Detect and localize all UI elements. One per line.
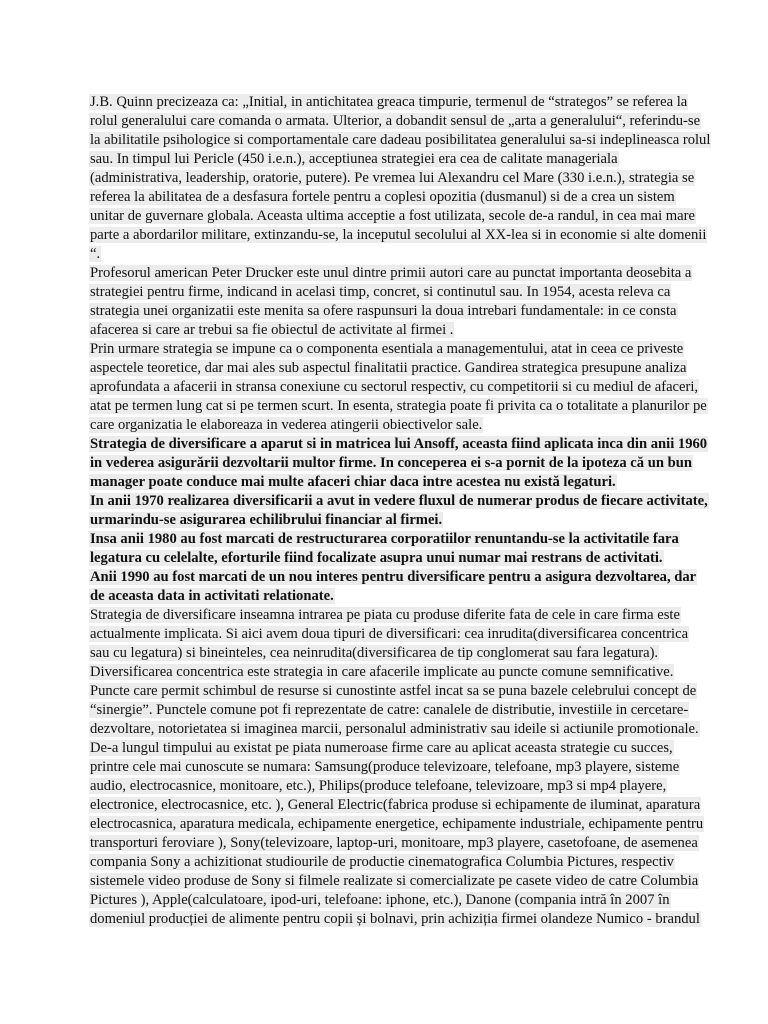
text-line [89, 283, 689, 302]
text-line [89, 872, 699, 891]
bold-text-run: In anii 1970 realizarea diversificarii a avut in vedere fluxul de numerar produs de fiecare activitate, [90, 493, 708, 509]
text-run: “sinergie”. Punctele comune pot fi reprezentate de catre: canalele de distributie, investiile in cercetare- [90, 702, 689, 718]
text-run: “. [90, 246, 101, 262]
text-run: referea la abilitatea de a desfasura fortele pentru a coplesi opozitia (dusmanul) si de a crea un sistem [90, 189, 675, 205]
text-line [89, 112, 701, 131]
bold-text-run: urmarindu-se asigurarea echilibrului financiar al firmei. [90, 512, 443, 528]
text-run: audio, electrocasnice, monitoare, etc.), Philips(produce telefoane, televizoare, mp3 si mp4 playere, [90, 778, 667, 794]
text-run: la abilitatile psihologice si comportamentale care dadeau posibilitatea generalului sa-si indeplineasca rolul [90, 132, 711, 148]
text-line [89, 473, 689, 492]
text-run: Pictures ), Apple(calculatoare, ipod-uri, telefoane: iphone, etc.), Danone (compania intră în 2007 în [90, 892, 670, 908]
text-line [89, 226, 707, 245]
text-line [89, 568, 697, 587]
text-line [89, 169, 695, 188]
text-run: electrocasnica, aparatura medicala, echipamente energetice, echipamente industriale, echipamente pentru [90, 816, 704, 832]
text-line [89, 644, 689, 663]
bold-text-run: de aceasta data in activitati relationate. [90, 588, 334, 604]
text-run: actualmente implicata. Si aici avem doua tipuri de diversificari: cea inrudita(diversificarea concentrica [90, 626, 689, 642]
text-line [89, 625, 689, 644]
text-line [89, 359, 689, 378]
bold-text-run: Strategia de diversificare a aparut si in matricea lui Ansoff, aceasta fiind aplicata inca din anii 1960 [90, 436, 708, 452]
text-line [89, 511, 689, 530]
bold-text-run: in vederea asigurării dezvoltarii multor firme. In conceperea ei s-a pornit de la ipoteza că un bun [90, 455, 692, 471]
text-run: Diversificarea concentrica este strategia in care afacerile implicate au puncte comune semnificative. [90, 664, 674, 680]
text-run: (administrativa, leadership, oratorie, putere). Pe vremea lui Alexandru cel Mare (330 i.e.n.), strategia se [90, 170, 695, 186]
text-line [89, 150, 689, 169]
text-line [89, 245, 689, 264]
text-run: Profesorul american Peter Drucker este unul dintre primii autori care au punctat importanta deosebita a [90, 265, 692, 281]
text-run: Strategia de diversificare inseamna intrarea pe piata cu produse diferite fata de cele in care firma este [90, 607, 680, 623]
text-line [89, 530, 689, 549]
text-run: J.B. Quinn precizeaza ca: „Initial, in antichitatea greaca timpurie, termenul de “strategos” se referea la [90, 94, 688, 110]
text-run: sistemele video produse de Sony si filmele realizate si comercializate pe casete video de catre Columbia [90, 873, 699, 889]
text-line [89, 131, 711, 150]
text-line [89, 682, 697, 701]
text-run: domeniul producției de alimente pentru copii și bolnavi, prin achiziția firmei olandeze Numico - brandul [90, 911, 700, 927]
text-run: strategiei pentru firme, indicand in acelasi timp, concret, si continutul sau. In 1954, acesta releva ca [90, 284, 671, 300]
text-line [89, 321, 689, 340]
text-line [89, 796, 701, 815]
text-line [89, 739, 689, 758]
text-run: printre cele mai cunoscute se numara: Samsung(produce televizoare, telefoane, mp3 playere, sisteme [90, 759, 680, 775]
text-line [89, 606, 689, 625]
text-line [89, 777, 689, 796]
text-line [89, 587, 689, 606]
text-run: transporturi feroviare ), Sony(televizoare, laptop-uri, monitoare, mp3 playere, casetofoane, de asemenea [90, 835, 698, 851]
bold-text-run: Insa anii 1980 au fost marcati de restructurarea corporatiilor renuntandu-se la activitatile fara [90, 531, 679, 547]
text-run: dezvoltare, notorietatea si imaginea marcii, personalul administrativ sau ideile si actiunile promotionale. [90, 721, 699, 737]
text-line [89, 188, 689, 207]
text-line [89, 720, 699, 739]
text-run: parte a abordarilor militare, extinzandu-se, la inceputul secolului al XX-lea si in economie si alte domenii [90, 227, 707, 243]
text-line [89, 397, 707, 416]
bold-text-run: Anii 1990 au fost marcati de un nou interes pentru diversificare pentru a asigura dezvoltarea, dar [90, 569, 697, 585]
document-body [89, 93, 711, 929]
text-line [89, 549, 689, 568]
text-run: aprofundata a afacerii in stransa conexiune cu sectorul respectiv, cu competitorii si cu mediul de afaceri, [90, 379, 699, 395]
text-line [89, 454, 692, 473]
text-line [89, 340, 689, 359]
text-run: Prin urmare strategia se impune ca o componenta esentiala a managementului, atat in ceea ce priveste [90, 341, 684, 357]
text-line [89, 853, 689, 872]
text-run: aspectele teoretice, dar mai ales sub aspectul finalitatii practice. Gandirea strategica presupune analiza [90, 360, 687, 376]
text-run: De-a lungul timpului au existat pe piata numeroase firme care au aplicat aceasta strategie cu succes, [90, 740, 673, 756]
text-line [89, 435, 708, 454]
text-line [89, 834, 698, 853]
text-run: unitar de guvernare globala. Aceasta ultima acceptie a fost utilizata, secole de-a randul, in cea mai mare [90, 208, 695, 224]
bold-text-run: manager poate conduce mai multe afaceri chiar daca intre acestea nu există legaturi. [90, 474, 616, 490]
text-line [89, 891, 689, 910]
text-run: sau cu legatura) si bineinteles, cea neinrudita(diversificarea de tip conglomerat sau fara legatura). [90, 645, 659, 661]
text-run: compania Sony a achizitionat studiourile de productie cinematografica Columbia Pictures, respectiv [90, 854, 674, 870]
text-run: sau. In timpul lui Pericle (450 i.e.n.), acceptiunea strategiei era cea de calitate manageriala [90, 151, 618, 167]
text-run: atat pe termen lung cat si pe termen scurt. In esenta, strategia poate fi privita ca o totalitate a planurilor pe [90, 398, 707, 414]
text-line [89, 207, 695, 226]
text-line [89, 758, 689, 777]
text-run: afacerea si care ar trebui sa fie obiectul de activitate al firmei . [90, 322, 454, 338]
text-line [89, 302, 689, 321]
text-line [89, 416, 689, 435]
text-line [89, 264, 692, 283]
text-run: electronice, electrocasnice, etc. ), General Electric(fabrica produse si echipamente de iluminat, aparatura [90, 797, 701, 813]
text-line [89, 378, 699, 397]
text-run: care organizatia le elaboreaza in vederea atingerii obiectivelor sale. [90, 417, 483, 433]
text-run: strategia unei organizatii este menita sa ofere raspunsuri la doua intrebari fundamentale: in ce consta [90, 303, 677, 319]
text-line [89, 701, 689, 720]
text-run: rolul generalului care comanda o armata. Ulterior, a dobandit sensul de „arta a generalului“, referindu-se [90, 113, 701, 129]
text-line [89, 93, 689, 112]
text-line [89, 663, 689, 682]
bold-text-run: legatura cu celelalte, eforturile fiind focalizate asupra unui numar mai restrans de activitati. [90, 550, 663, 566]
text-line [89, 910, 700, 929]
text-line [89, 815, 704, 834]
text-line [89, 492, 708, 511]
text-run: Puncte care permit schimbul de resurse si cunostinte astfel incat sa se puna bazele celebrului concept de [90, 683, 697, 699]
